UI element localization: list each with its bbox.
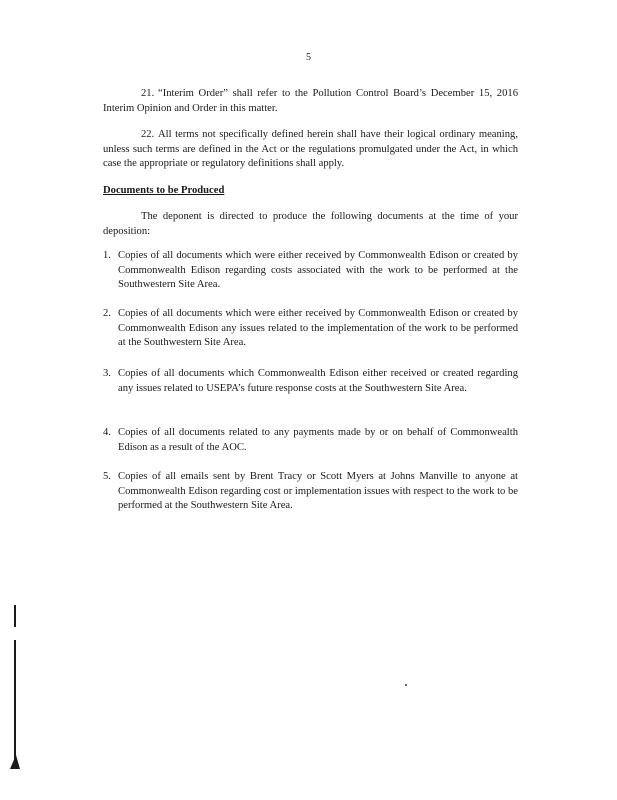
page-number: 5 — [306, 52, 311, 63]
scan-margin-mark — [14, 605, 16, 627]
list-item-text: Copies of all documents which Commonwealth Edison either received or created regarding any issues related to USEPA’s future response costs at the Southwestern Site Area. — [118, 368, 518, 394]
list-marker: 1. — [103, 250, 111, 261]
list-item — [103, 470, 518, 514]
paragraph-22 — [103, 128, 518, 172]
list-item — [103, 426, 518, 455]
section-intro: The deponent is directed to produce the following documents at the time of your deposition: — [103, 211, 518, 237]
list-item — [103, 367, 518, 396]
list-item-text: Copies of all documents related to any payments made by or on behalf of Commonwealth Edison as a result of the AOC. — [118, 427, 518, 453]
list-marker: 5. — [103, 471, 111, 482]
scan-margin-tick — [10, 755, 20, 769]
section-heading: Documents to be Produced — [103, 185, 225, 196]
list-marker: 4. — [103, 427, 111, 438]
paragraph-text: All terms not specifically defined herein shall have their logical ordinary meaning, unless such terms are defined in the Act or the regulations promulgated under the Act, in which case the appropriate or regulatory definitions shall apply. — [103, 129, 518, 170]
list-item-text: Copies of all documents which were either received by Commonwealth Edison or created by Commonwealth Edison regarding costs associated with the work to be performed at the Southwestern Site Area. — [118, 250, 518, 291]
paragraph-21 — [103, 87, 518, 116]
list-marker: 3. — [103, 368, 111, 379]
scan-speck — [405, 684, 407, 686]
scan-margin-line — [14, 640, 16, 765]
paragraph-text: “Interim Order” shall refer to the Pollution Control Board’s December 15, 2016 Interim Opinion and Order in this matter. — [103, 88, 518, 114]
list-item-text: Copies of all emails sent by Brent Tracy or Scott Myers at Johns Manville to anyone at Commonwealth Edison regarding cost or implementation issues with respect to the work to be performed at the Southwestern Site Area. — [118, 471, 518, 512]
paragraph-number: 22. — [141, 129, 155, 140]
list-item-text: Copies of all documents which were either received by Commonwealth Edison or created by Commonwealth Edison any issues related to the implementation of the work to be performed at the Southwestern Site Area. — [118, 308, 518, 349]
paragraph-number: 21. — [141, 88, 155, 99]
list-item — [103, 307, 518, 351]
list-item — [103, 249, 518, 293]
list-marker: 2. — [103, 308, 111, 319]
